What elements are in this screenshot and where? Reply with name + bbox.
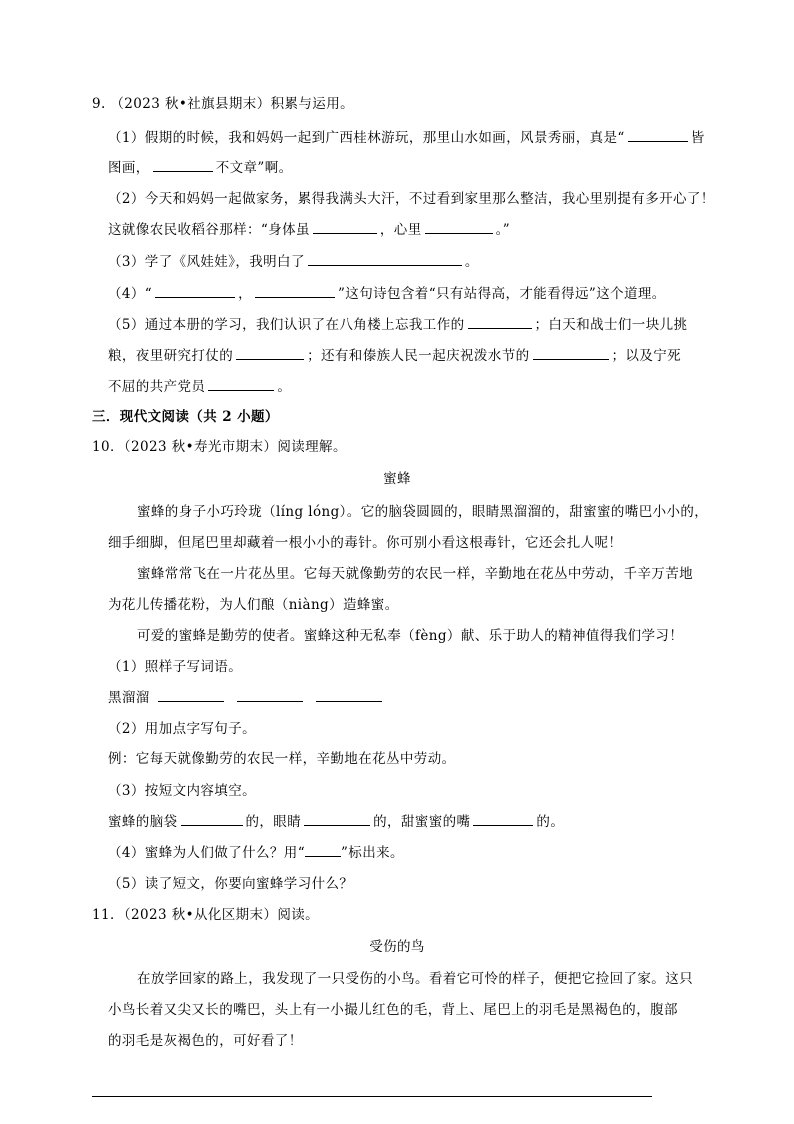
q9-item3 bbox=[108, 252, 479, 272]
q9-item4-text: ”这句诗包含着“只有站得高，才能看得远”这个道理。 bbox=[338, 286, 666, 302]
q10-header bbox=[92, 437, 347, 457]
q9-item4-text: ， bbox=[238, 286, 252, 302]
answer-blank[interactable] bbox=[473, 812, 533, 826]
answer-blank[interactable] bbox=[308, 252, 462, 266]
q9-item5-text: （5）通过本册的学习，我们认识了在八角楼上忘我工作的 bbox=[108, 317, 465, 333]
answer-blank[interactable] bbox=[628, 128, 688, 142]
q9-item4 bbox=[108, 284, 666, 304]
q11-para1-line1: 在放学回家的路上，我发现了一只受伤的小鸟。看着它可怜的样子，便把它捡回了家。这只 bbox=[137, 971, 693, 987]
q11-source: （2023 秋•从化区期末）阅读。 bbox=[123, 907, 320, 923]
fill-text: 蜜蜂的脑袋 bbox=[108, 814, 178, 830]
answer-blank[interactable] bbox=[153, 158, 213, 172]
q11-number: 11． bbox=[92, 907, 124, 923]
q9-item1-line1 bbox=[108, 128, 705, 148]
q10-passage-title: 蜜蜂 bbox=[383, 471, 411, 487]
q10-subq3: （3）按短文内容填空。 bbox=[108, 783, 256, 799]
answer-blank[interactable] bbox=[255, 284, 335, 298]
q9-number: 9. bbox=[92, 96, 106, 112]
q9-item5-line3 bbox=[108, 377, 291, 397]
q9-item5-text: ；还有和傣族人民一起庆祝泼水节的 bbox=[307, 348, 530, 364]
answer-blank[interactable] bbox=[208, 377, 274, 391]
fill-text: 的，眼睛 bbox=[245, 814, 302, 830]
q9-item5-text: 。 bbox=[277, 379, 292, 395]
q9-header bbox=[92, 94, 354, 114]
q10-subq3-fill bbox=[108, 812, 564, 832]
q10-subq2: （2）用加点字写句子。 bbox=[108, 721, 256, 737]
q9-item2-text: 。” bbox=[495, 222, 511, 238]
fill-text: 的，甜蜜蜜的嘴 bbox=[373, 814, 471, 830]
q10-subq4-text: ”标出来。 bbox=[341, 845, 404, 861]
q9-item5-text: ；以及宁死 bbox=[611, 348, 682, 364]
answer-blank[interactable] bbox=[313, 220, 377, 234]
q11-para1-line3: 的羽毛是灰褐色的，可好看了！ bbox=[108, 1033, 303, 1049]
q10-source: （2023 秋•寿光市期末）阅读理解。 bbox=[123, 439, 347, 455]
answer-blank[interactable] bbox=[155, 284, 235, 298]
q9-item2-line1 bbox=[108, 189, 715, 209]
answer-blank[interactable] bbox=[533, 346, 609, 360]
underline-sample bbox=[305, 843, 341, 857]
q9-item1-text: 图画， bbox=[108, 160, 150, 176]
q10-subq1-answer bbox=[108, 688, 385, 708]
q9-item5-text: ；白天和战士们一块儿挑 bbox=[534, 317, 688, 333]
q10-number: 10． bbox=[92, 439, 124, 455]
q10-para1-line1: 蜜蜂的身子小巧玲珑（líng lóng）。它的脑袋圆圆的，眼睛黑溜溜的，甜蜜蜜的嘴巴小小的， bbox=[137, 504, 709, 520]
footer-divider bbox=[92, 1096, 652, 1097]
q10-subq4 bbox=[108, 843, 404, 863]
q9-item1-text: 不文章”啊。 bbox=[215, 160, 293, 176]
q9-item1-text: 皆 bbox=[690, 130, 705, 146]
answer-blank[interactable] bbox=[425, 220, 493, 234]
example-word: 黑溜溜 bbox=[108, 690, 150, 706]
q10-subq1: （1）照样子写词语。 bbox=[108, 659, 243, 675]
q11-passage-title: 受伤的鸟 bbox=[369, 939, 425, 955]
q9-item4-text: （4）“ bbox=[108, 286, 153, 302]
q10-subq5: （5）读了短文，你要向蜜蜂学习什么？ bbox=[108, 876, 354, 892]
answer-blank[interactable] bbox=[158, 688, 224, 702]
q10-subq2-example: 例：它每天就像勤劳的农民一样，辛勤地在花丛中劳动。 bbox=[108, 751, 456, 767]
answer-blank[interactable] bbox=[236, 346, 304, 360]
fill-text: 的。 bbox=[536, 814, 565, 830]
q9-item2-text: 这就像农民收稻谷那样：“身体虽 bbox=[108, 222, 310, 238]
q11-header bbox=[92, 905, 319, 925]
q10-para3: 可爱的蜜蜂是勤劳的使者。蜜蜂这种无私奉（fèng）献、乐于助人的精神值得我们学习！ bbox=[137, 628, 684, 644]
q9-item5-text: 粮，夜里研究打仗的 bbox=[108, 348, 234, 364]
section-heading: 三．现代文阅读（共 2 小题） bbox=[92, 409, 279, 425]
answer-blank[interactable] bbox=[181, 812, 243, 826]
q9-source: （2023 秋•社旗县期末）积累与运用。 bbox=[110, 96, 355, 112]
q9-item3-text: （3）学了《风娃娃》，我明白了 bbox=[108, 254, 305, 270]
answer-blank[interactable] bbox=[316, 688, 382, 702]
q9-item2-text: ，心里 bbox=[379, 222, 422, 238]
answer-blank[interactable] bbox=[304, 812, 370, 826]
q10-para2-line1: 蜜蜂常常飞在一片花丛里。它每天就像勤劳的农民一样，辛勤地在花丛中劳动，千辛万苦地 bbox=[137, 566, 693, 582]
q9-item5-line1 bbox=[108, 315, 687, 335]
q9-item2-line2 bbox=[108, 220, 510, 240]
q9-item1-text: （1）假期的时候，我和妈妈一起到广西桂林游玩，那里山水如画，风景秀丽，真是“ bbox=[108, 130, 625, 146]
q10-subq4-text: （4）蜜蜂为人们做了什么？用“ bbox=[108, 845, 305, 861]
q9-item5-text: 不屈的共产党员 bbox=[108, 379, 206, 395]
q9-item3-text: 。 bbox=[464, 254, 479, 270]
q11-para1-line2: 小鸟长着又尖又长的嘴巴，头上有一小撮儿红色的毛，背上、尾巴上的羽毛是黑褐色的，腹部 bbox=[108, 1002, 678, 1018]
q9-item5-line2 bbox=[108, 346, 681, 366]
q10-para1-line2: 细手细脚，但尾巴里却藏着一根小小的毒针。你可别小看这根毒针，它还会扎人呢！ bbox=[108, 535, 623, 551]
q10-para2-line2: 为花儿传播花粉，为人们酿（niàng）造蜂蜜。 bbox=[108, 597, 399, 613]
q9-item1-line2 bbox=[108, 158, 293, 178]
answer-blank[interactable] bbox=[237, 688, 303, 702]
q9-item2-text: （2）今天和妈妈一起做家务，累得我满头大汗，不过看到家里那么整洁，我心里别提有多开心了！ bbox=[108, 191, 715, 207]
answer-blank[interactable] bbox=[468, 315, 532, 329]
